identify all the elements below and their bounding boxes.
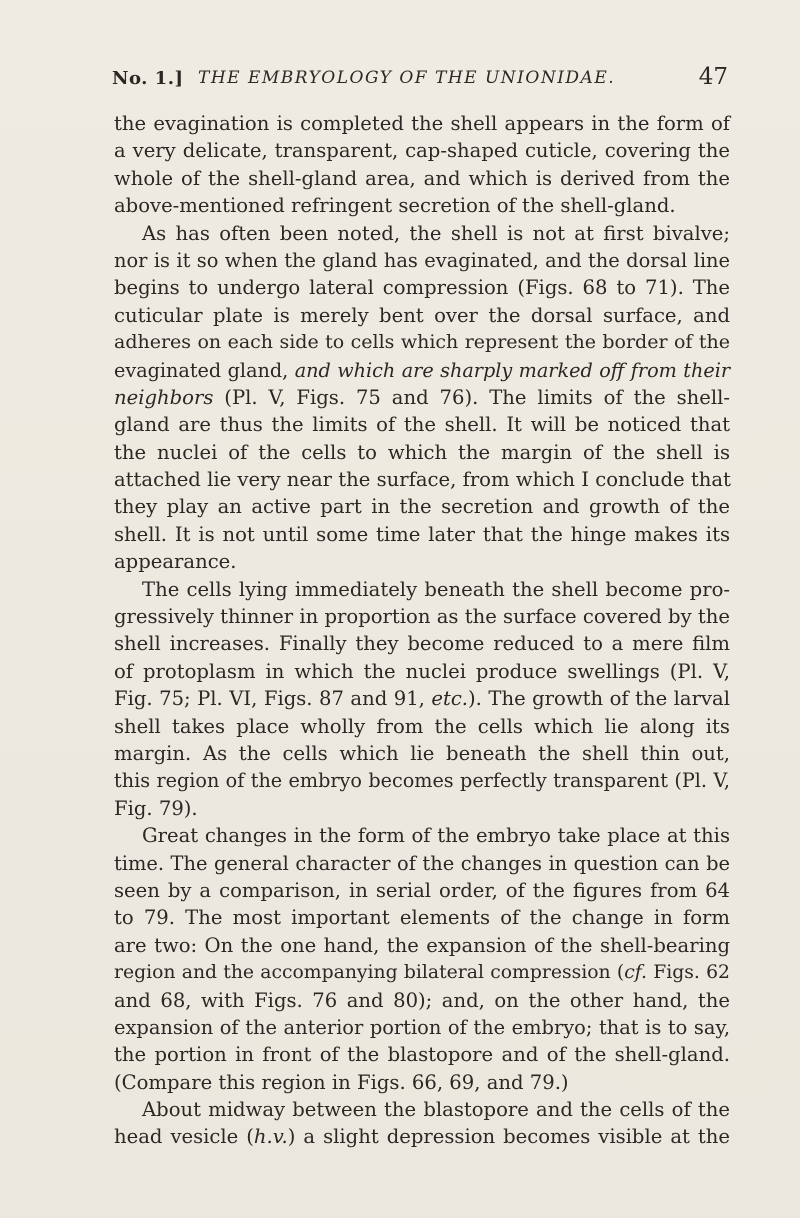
- text-line: the evagination is completed the shell appears in the form of: [114, 112, 730, 135]
- text-line: [114, 1123, 730, 1150]
- text-line: are two: On the one hand, the expansion of the shell-bearing: [114, 933, 730, 957]
- text-line: to 79. The most important elements of the change in form: [114, 906, 730, 930]
- text-line: gressively thinner in proportion as the surface covered by the: [114, 605, 730, 629]
- italic-segment: neighbors: [114, 385, 214, 409]
- text-line: gland are thus the limits of the shell. It will be noticed that: [114, 413, 730, 437]
- text-line: As has often been noted, the shell is not at first bivalve;: [142, 221, 730, 245]
- text-segment: head vesicle (: [114, 1125, 254, 1149]
- text-line: [114, 384, 730, 411]
- text-segment: Figs. 62: [646, 962, 730, 984]
- text-line: About midway between the blastopore and the cells of the: [142, 1098, 730, 1122]
- text-line: [114, 685, 730, 712]
- text-line: appearance.: [114, 550, 237, 574]
- running-header: [112, 62, 728, 98]
- journal-number: No. 1.]: [112, 68, 184, 89]
- text-segment: (Pl. V, Figs. 75 and 76). The limits of the shell-: [213, 385, 730, 409]
- italic-segment: and which are sharply marked off from their: [294, 358, 731, 382]
- italic-segment: h.v.: [253, 1125, 288, 1149]
- text-line: shell takes place wholly from the cells which lie along its: [114, 714, 730, 738]
- text-line: adheres on each side to cells which represent the border of the: [114, 331, 730, 354]
- text-line: and 68, with Figs. 76 and 80); and, on the other hand, the: [114, 988, 730, 1012]
- text-line: the nuclei of the cells to which the margin of the shell is: [114, 440, 730, 464]
- text-line: Fig. 79).: [114, 796, 198, 820]
- text-line: cuticular plate is merely bent over the dorsal surface, and: [114, 303, 730, 327]
- body-text: [114, 110, 730, 1151]
- text-line: time. The general character of the changes in question can be: [114, 851, 730, 875]
- text-line: begins to undergo lateral compression (Figs. 68 to 71). The: [114, 276, 730, 300]
- text-line: nor is it so when the gland has evaginated, and the dorsal line: [114, 248, 730, 272]
- text-line: Great changes in the form of the embryo take place at this: [142, 824, 730, 848]
- text-segment: Fig. 75; Pl. VI, Figs. 87 and 91,: [114, 687, 432, 711]
- text-line: of protoplasm in which the nuclei produce swellings (Pl. V,: [114, 659, 730, 683]
- text-line: this region of the embryo becomes perfectly transparent (Pl. V,: [114, 769, 730, 793]
- text-line: seen by a comparison, in serial order, of the figures from 64: [114, 878, 730, 902]
- text-line: [114, 357, 730, 384]
- text-line: The cells lying immediately beneath the shell become pro-: [142, 577, 730, 601]
- text-line: shell increases. Finally they become reduced to a mere film: [114, 632, 730, 656]
- running-title: THE EMBRYOLOGY OF THE UNIONIDAE.: [198, 68, 616, 88]
- text-line: shell. It is not until some time later that the hinge makes its: [114, 522, 730, 546]
- page-number: 47: [698, 64, 728, 90]
- text-line: a very delicate, transparent, cap-shaped cuticle, covering the: [114, 139, 730, 163]
- text-segment: evaginated gland,: [114, 358, 295, 382]
- italic-segment: cf.: [624, 962, 647, 984]
- text-line: the portion in front of the blastopore and of the shell-gland.: [114, 1043, 730, 1067]
- text-line: whole of the shell-gland area, and which is derived from the: [114, 166, 730, 190]
- text-line: expansion of the anterior portion of the embryo; that is to say,: [114, 1015, 730, 1039]
- text-segment: region and the accompanying bilateral compression (: [114, 962, 625, 984]
- text-segment: ). The growth of the larval: [468, 687, 730, 711]
- text-line: attached lie very near the surface, from which I conclude that: [114, 468, 731, 492]
- text-segment: ) a slight depression becomes visible at the: [287, 1125, 730, 1149]
- text-line: [114, 959, 730, 986]
- text-line: above-mentioned refringent secretion of the shell-gland.: [114, 194, 676, 218]
- italic-segment: etc.: [431, 687, 469, 711]
- text-line: (Compare this region in Figs. 66, 69, and 79.): [114, 1070, 569, 1094]
- text-line: margin. As the cells which lie beneath the shell thin out,: [114, 741, 730, 765]
- text-line: they play an active part in the secretion and growth of the: [114, 495, 730, 519]
